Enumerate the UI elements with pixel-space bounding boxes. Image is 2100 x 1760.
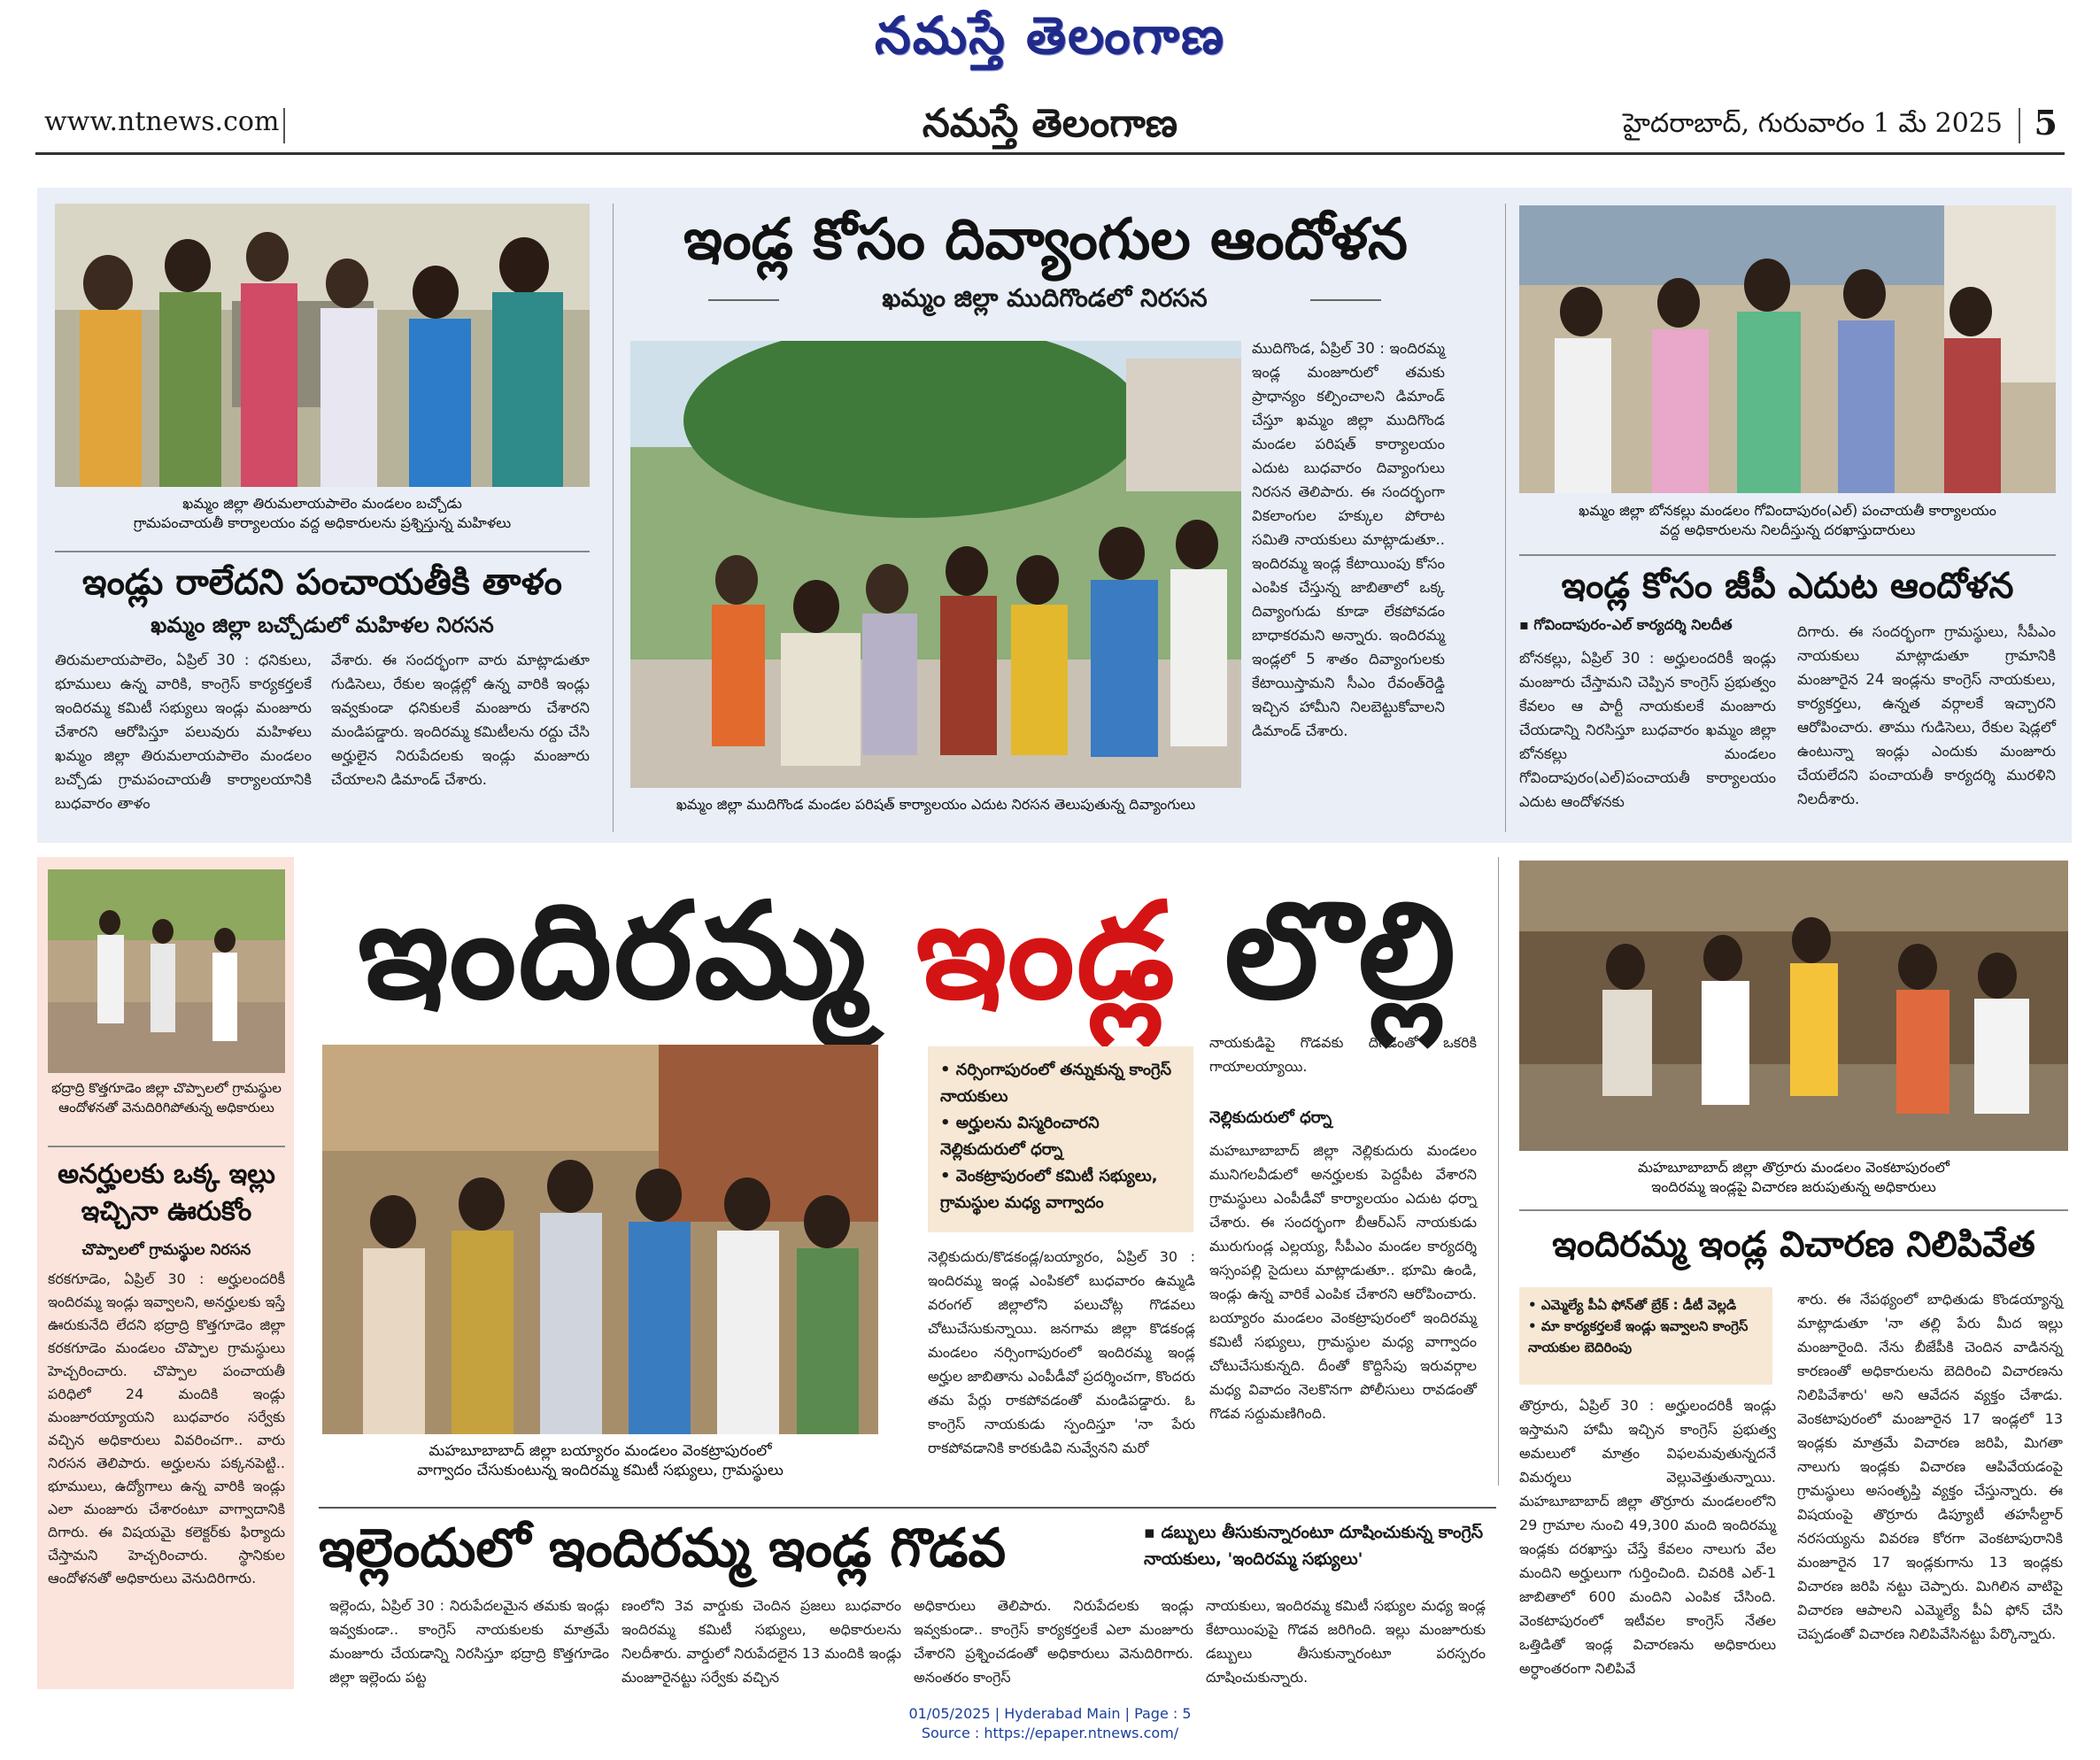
highlight-item: • ఎమ్మెల్యే పీఏ ఫోన్‌తో బ్రేక్ : డీటీ వెల్లడి <box>1528 1297 1737 1313</box>
article-body-column: తొర్రూరు, ఏప్రిల్ 30 : అర్హులందరికీ ఇండ్లు ఇస్తామని హామీ ఇచ్చిన కాంగ్రెస్ ప్రభుత్వ అమలులో మాత్రం విఫలమవుతున్నదనే విమర్శలు వెల్లువెత్తుతున్నాయి. మహబూబాబాద్ జిల్లా తొర్రూరు మండలంలోని 29 గ్రామాల నుంచి 49,300 మంది ఇందిరమ్మ ఇండ్లకు దరఖాస్తు చేస్తే కేవలం నాలుగు వేల మందిని అర్హులుగా గుర్తించింది. చివరికి ఎల్-1 జాబితాలో 600 మందిని ఎంపిక చేసింది. వెంకటాపురంలో ఇటీవల కాంగ్రెస్ నేతల ఒత్తిడితో ఇండ్ల విచారణను అధికారులు అర్ధాంతరంగా నిలిపివే <box>1519 1397 1776 1677</box>
article-body-column: అధికారులు తెలిపారు. నిరుపేదలకు ఇండ్లు ఇవ్వకుండా.. కాంగ్రెస్ కార్యకర్తలకే ఎలా మంజూరు చేశారని ప్రశ్నించడంతో అధికారులు వెనుదిరిగారు. అనంతరం కాంగ్రెస్ <box>914 1597 1193 1686</box>
article-subhead: చొప్పాలలో గ్రామస్థుల నిరసన <box>81 1241 251 1259</box>
caption-line: వాగ్వాదం చేసుకుంటున్న ఇందిరమ్మ కమిటీ సభ్యులు, గ్రామస్థులు <box>417 1462 784 1479</box>
article-headline: ఇండ్లు రాలేదని పంచాయతీకి తాళం <box>82 562 562 603</box>
photo-caption: ఖమ్మం జిల్లా ముదిగొండ మండల పరిషత్ కార్యాలయం ఎదుట నిరసన తెలుపుతున్న దివ్యాంగులు <box>676 796 1196 813</box>
column-divider <box>613 204 614 832</box>
masthead <box>0 0 2100 71</box>
caption-line: వద్ద అధికారులను నిలదీస్తున్న దరఖాస్తుదారులు <box>1659 521 1916 538</box>
article-headline: అనర్హులకు ఒక్క ఇల్లు ఇచ్చినా ఊరుకోం <box>58 1159 275 1227</box>
article-body-column: బోనకల్లు, ఏప్రిల్ 30 : అర్హులందరికీ ఇండ్లు మంజూరు చేస్తామని చెప్పిన కాంగ్రెస్ ప్రభుత్వం కేవలం ఆ పార్టీ నాయకులకే మంజూరు చేయడాన్ని నిరసిస్తూ బుధవారం ఖమ్మం జిల్లా బోనకల్లు మండలం గోవిందాపురం(ఎల్)పంచాయతీ కార్యాలయం ఎదుట ఆందోళనకు <box>1519 650 1776 810</box>
article-body-column: ముదిగొండ, ఏప్రిల్ 30 : ఇందిరమ్మ ఇండ్ల మంజూరులో తమకు ప్రాధాన్యం కల్పించాలని డిమాండ్ చేస్తూ ఖమ్మం జిల్లా ముదిగొండ మండల పరిషత్ కార్యాలయం ఎదుట బుధవారం దివ్యాంగులు నిరసన తెలిపారు. ఈ సందర్భంగా వికలాంగుల హక్కుల పోరాట సమితి నాయకులు మాట్లాడుతూ.. ఇందిరమ్మ ఇండ్ల కేటాయింపు కోసం ఎంపిక చేస్తున్న జాబితాలో ఒక్క దివ్యాంగుడు కూడా లేకపోవడం బాధాకరమని అన్నారు. ఇందిరమ్మ ఇండ్లలో 5 శాతం దివ్యాంగులకు కేటాయిస్తామని సీఎం రేవంత్‌రెడ్డి ఇచ్చిన హామీని నిలబెట్టుకోవాలని డిమాండ్ చేశారు. <box>1252 340 1445 739</box>
photo-venkatrapuram-argument <box>322 1045 878 1434</box>
highlight-item: • వెంకట్రాపురంలో కమిటీ సభ్యులు, గ్రామస్థుల మధ్య వాగ్వాదం <box>940 1167 1158 1212</box>
footer-info: 01/05/2025 | Hyderabad Main | Page : 5 <box>908 1705 1192 1722</box>
article-headline: ఇల్లెందులో ఇందిరమ్మ ఇండ్ల గొడవ <box>319 1517 1007 1579</box>
divider <box>1519 1209 2068 1211</box>
article-body-column: దిగారు. ఈ సందర్భంగా గ్రామస్థులు, సీపీఎం నాయకులు మాట్లాడుతూ గ్రామానికి మంజూరైన 24 ఇండ్లను కాంగ్రెస్ నాయకులు, కార్యకర్తలు, ఉన్నత వర్గాలకే ఇచ్చారని ఆరోపించారు. తాము గుడిసెలు, రేకుల షెడ్లలో ఉంటున్నా ఇండ్లు ఎందుకు మంజూరు చేయలేదని పంచాయతీ కార్యదర్శి మురళిని నిలదీశారు. <box>1797 623 2056 807</box>
divider <box>55 551 590 552</box>
article-body-column: నాయకులు, ఇందిరమ్మ కమిటీ సభ్యుల మధ్య ఇండ్ల కేటాయింపుపై గొడవ జరిగింది. ఇల్లు మంజూరుకు డబ్బులు తీసుకున్నారంటూ పరస్పరం దూషించుకున్నారు. <box>1206 1597 1486 1686</box>
main-headline <box>332 875 1483 1029</box>
photo-caption <box>1519 1158 2068 1197</box>
divider <box>1519 554 2056 556</box>
main-headline-highlight: ఇండ్ల <box>915 875 1177 1029</box>
footer-source[interactable]: Source : https://epaper.ntnews.com/ <box>921 1725 1179 1741</box>
article-body-column: ఇల్లెందు, ఏప్రిల్ 30 : నిరుపేదలమైన తమకు ఇండ్లు ఇవ్వకుండా.. కాంగ్రెస్ నాయకులకు మాత్రమే మంజూరు చేయడాన్ని నిరసిస్తూ భద్రాద్రి కొత్తగూడెం జిల్లా ఇల్లెందు పట్ట <box>329 1597 609 1686</box>
highlights-box <box>928 1046 1193 1232</box>
column-divider <box>1505 204 1506 832</box>
photo-caption <box>322 1441 878 1480</box>
divider <box>2019 108 2020 143</box>
website-url[interactable]: www.ntnews.com <box>44 106 280 137</box>
highlight-item: • నర్సింగాపురంలో తన్నుకున్న కాంగ్రెస్ నాయకులు <box>940 1061 1172 1106</box>
article-subhead: ఖమ్మం జిల్లా బచ్చోడులో మహిళల నిరసన <box>151 613 494 637</box>
highlight-text: ఎమ్మెల్యే పీఏ ఫోన్‌తో బ్రేక్ : డీటీ వెల్లడి <box>1540 1297 1737 1313</box>
caption-line: మహబూబాబాద్ జిల్లా తొర్రూరు మండలం వెంకటాపురంలో <box>1638 1159 1949 1176</box>
article-body-column: వేశారు. ఈ సందర్భంగా వారు మాట్లాడుతూ గుడిసెలు, రేకుల ఇండ్లల్లో ఉన్న వారికి ఇండ్లు ఇవ్వకుండా ధనికులకే మంజూరు చేశారని మండిపడ్డారు. ఇందిరమ్మ కమిటీలను రద్దు చేసి అర్హులైన నిరుపేదలకు ఇండ్లు మంజూరు చేయాలని డిమాండ్ చేశారు. <box>331 652 590 788</box>
section-subhead: నెల్లికుదురులో ధర్నా <box>1209 1108 1332 1127</box>
photo-divyangula-protest-mudigonda <box>630 341 1241 788</box>
divider <box>48 1146 285 1147</box>
caption-line: మహబూబాబాద్ జిల్లా బయ్యారం మండలం వెంకట్రాపురంలో <box>428 1442 772 1460</box>
photo-caption <box>1519 501 2056 540</box>
article-headline-main: ఇండ్ల కోసం దివ్యాంగుల ఆందోళన <box>683 207 1408 273</box>
side-highlight: ▪ డబ్బులు తీసుకున్నారంటూ దూషించుకున్న కాంగ్రెస్ నాయకులు, 'ఇందిరమ్మ సభ్యులు' <box>1144 1523 1484 1569</box>
photo-torrur-inquiry <box>1519 861 2068 1151</box>
newspaper-logo: నమస్తే తెలంగాణ <box>875 5 1225 66</box>
page-number: 5 <box>2034 103 2058 143</box>
photo-women-protest-bachodu <box>55 204 590 487</box>
article-headline: ఇండ్ల కోసం జీపీ ఎదుట ఆందోళన <box>1561 566 2014 606</box>
photo-choppala-officials <box>48 869 285 1073</box>
article-body-column: మహబూబాబాద్ జిల్లా నెల్లికుదురు మండలం మునిగలవీడులో అనర్హులకు పెద్దపీట వేశారని గ్రామస్థులు ఎంపీడీవో కార్యాలయం ఎదుట ధర్నా చేశారు. ఈ సందర్భంగా బీఆర్‌ఎస్ నాయకుడు మురుగుండ్ల ఎల్లయ్య, సీపీఎం మండల కార్యదర్శి ఇస్సంపల్లి సైదులు మాట్లాడుతూ.. భూమి ఉండి, ఇండ్లు ఉన్న వారికే ఎంపిక చేశారని ఆరోపించారు. బయ్యారం మండలం వెంకట్రాపురంలో ఇందిరమ్మ కమిటీ సభ్యులు, గ్రామస్థుల మధ్య వాగ్వాదం చోటుచేసుకున్నది. దీంతో కొద్దిసేపు ఇరువర్గాల మధ్య వివాదం నెలకొనగా పోలీసులు రావడంతో గొడవ సద్దుమణిగింది. <box>1209 1142 1477 1422</box>
highlight-item: • అర్హులను విస్మరించారని నెల్లికుదురులో ధర్నా <box>940 1114 1100 1159</box>
byline-text: గోవిందాపురం-ఎల్ కార్యదర్శి నిలదీత <box>1533 616 1733 633</box>
article-body-column: తిరుమలాయపాలెం, ఏప్రిల్ 30 : ధనికులు, భూములు ఉన్న వారికి, కాంగ్రెస్ కార్యకర్తలకే ఇందిరమ్మ కమిటీ సభ్యులు ఇండ్లు మంజూరు చేశారని ఆరోపిస్తూ పలువురు మహిళలు ఖమ్మం జిల్లా తిరుమలాయపాలెం మండలం బచ్చోడు గ్రామపంచాయతీ కార్యాలయానికి బుధవారం తాళం <box>55 652 312 812</box>
highlight-text: అర్హులను విస్మరించారని నెల్లికుదురులో ధర్నా <box>940 1114 1100 1159</box>
article-body-column: శారు. ఈ నేపథ్యంలో బాధితుడు కొండయ్యాన్న మాట్లాడుతూ 'నా తల్లి పేరు మీద ఇల్లు మంజూరైంది. నేను బీజేపీకి చెందిన వాడినన్న కారణంతో అధికారులను బెదిరించి విచారణను నిలిపివేశారు' అని ఆవేదన వ్యక్తం చేశాడు. వెంకటాపురంలో మంజూరైన 17 ఇండ్లలో 13 ఇండ్లకు మాత్రమే విచారణ జరిపి, మిగతా నాలుగు ఇండ్లకు విచారణ ఆపివేయడంపై గ్రామస్థులు అసంతృప్తి వ్యక్తం చేస్తున్నారు. ఈ విషయంపై తొర్రూరు డిప్యూటీ తహసీల్దార్ నరసయ్యను వివరణ కోరగా వెంకటాపురానికి మంజూరైన 17 ఇండ్లకుగాను 13 ఇండ్లకు విచారణ జరిపి నట్టు చెప్పారు. మిగిలిన వాటిపై విచారణ ఆపాలని ఎమ్మెల్యే పీఏ ఫోన్ చేసి చెప్పడంతో విచారణ నిలిపివేసినట్టు పేర్కొన్నారు. <box>1797 1291 2063 1642</box>
column-divider <box>1498 857 1499 1486</box>
article-body-column: కరకగూడెం, ఏప్రిల్ 30 : అర్హులందరికీ ఇందిరమ్మ ఇండ్లు ఇవ్వాలని, అనర్హులకు ఇస్తే ఊరుకునేది లేదని భద్రాద్రి కొత్తగూడెం జిల్లా కరకగూడెం మండలం చొప్పాల గ్రామస్థులు హెచ్చరించారు. చొప్పాల పంచాయతీ పరిధిలో 24 మందికి ఇండ్లు మంజూరయ్యాయని బుధవారం సర్వేకు వచ్చిన అధికారులు వివరించగా.. వారు నిరసన తెలిపారు. అర్హులను పక్కనపెట్టి.. భూములు, ఉద్యోగాలు ఉన్న వారికి ఇండ్లు ఎలా మంజూరు చేశారంటూ వాగ్వాదానికి దిగారు. ఈ విషయమై కలెక్టర్‌కు ఫిర్యాదు చేస్తామని హెచ్చరించారు. స్థానికుల ఆందోళనతో అధికారులు వెనుదిరిగారు. <box>48 1270 285 1586</box>
caption-line: గ్రామపంచాయతీ కార్యాలయం వద్ద అధికారులను ప్రశ్నిస్తున్న మహిళలు <box>133 514 512 531</box>
page-header-title: నమస్తే తెలంగాణ <box>922 101 1178 146</box>
highlight-text: మా కార్యకర్తలకే ఇండ్లు ఇవ్వాలని కాంగ్రెస్ నాయకుల బెదిరింపు <box>1528 1318 1749 1355</box>
divider <box>319 1507 1496 1509</box>
article-body-column: ణంలోని 3వ వార్డుకు చెందిన ప్రజలు బుధవారం ఇందిరమ్మ కమిటీ సభ్యులు, అధికారులను నిలదీశారు. వార్డులో నిరుపేదలైన 13 మందికి ఇండ్లు మంజూరైనట్టు సర్వేకు వచ్చిన <box>622 1597 901 1686</box>
photo-govindapuram-protest <box>1519 205 2056 493</box>
caption-line: ఇందిరమ్మ ఇండ్లపై విచారణ జరుపుతున్న అధికారులు <box>1651 1178 1936 1195</box>
highlight-text: నర్సింగాపురంలో తన్నుకున్న కాంగ్రెస్ నాయకులు <box>940 1061 1172 1106</box>
main-headline-part: ఇందిరమ్మ <box>357 875 869 1029</box>
photo-caption <box>55 494 590 533</box>
side-highlight-text: డబ్బులు తీసుకున్నారంటూ దూషించుకున్న కాంగ్రెస్ నాయకులు, 'ఇందిరమ్మ సభ్యులు' <box>1144 1523 1484 1569</box>
article-body-column: నాయకుడిపై గొడవకు దిగడంతో ఒకరికి గాయాలయ్యాయి. <box>1209 1034 1477 1075</box>
caption-line: ఖమ్మం జిల్లా తిరుమలాయపాలెం మండలం బచ్చోడు <box>182 495 462 512</box>
article-headline: ఇందిరమ్మ ఇండ్ల విచారణ నిలిపివేత <box>1552 1224 2035 1265</box>
photo-caption: భద్రాద్రి కొత్తగూడెం జిల్లా చొప్పాలలో గ్రామస్థుల ఆందోళనతో వెనుదిరిగిపోతున్న అధికారులు <box>51 1080 282 1115</box>
top-info-bar <box>35 99 2065 155</box>
caption-line: ఖమ్మం జిల్లా బోనకల్లు మండలం గోవిందాపురం(ఎల్) పంచాయతీ కార్యాలయం <box>1579 502 1996 519</box>
article-subhead: ఖమ్మం జిల్లా ముదిగొండలో నిరసన <box>779 283 1310 319</box>
highlights-box <box>1519 1287 1772 1385</box>
highlight-item: • మా కార్యకర్తలకే ఇండ్లు ఇవ్వాలని కాంగ్రెస్ నాయకుల బెదిరింపు <box>1528 1318 1749 1355</box>
highlight-text: వెంకట్రాపురంలో కమిటీ సభ్యులు, గ్రామస్థుల మధ్య వాగ్వాదం <box>940 1167 1158 1212</box>
dateline: హైదరాబాద్, గురువారం 1 మే 2025 <box>1623 108 2003 139</box>
main-headline-part: లొల్లి <box>1224 875 1458 1029</box>
article-body-column: నెల్లికుదురు/కొడకండ్ల/బయ్యారం, ఏప్రిల్ 30 : ఇందిరమ్మ ఇండ్ల ఎంపికలో బుధవారం ఉమ్మడి వరంగల్ జిల్లాలోని పలుచోట్ల గొడవలు చోటుచేసుకున్నాయి. జనగామ జిల్లా కొడకండ్ల మండలం నర్సింగాపురంలో ఇందిరమ్మ ఇండ్ల అర్హుల జాబితాను ఎంపీడీవో ప్రదర్శించగా, కొందరు తమ పేర్లు రాకపోవడంతో మండిపడ్డారు. ఓ కాంగ్రెస్ నాయకుడు స్పందిస్తూ 'నా పేరు రాకపోవడానికి కారకుడివి నువ్వేనని మరో <box>928 1248 1195 1456</box>
byline: ▪ గోవిందాపురం-ఎల్ కార్యదర్శి నిలదీత <box>1519 616 1733 633</box>
